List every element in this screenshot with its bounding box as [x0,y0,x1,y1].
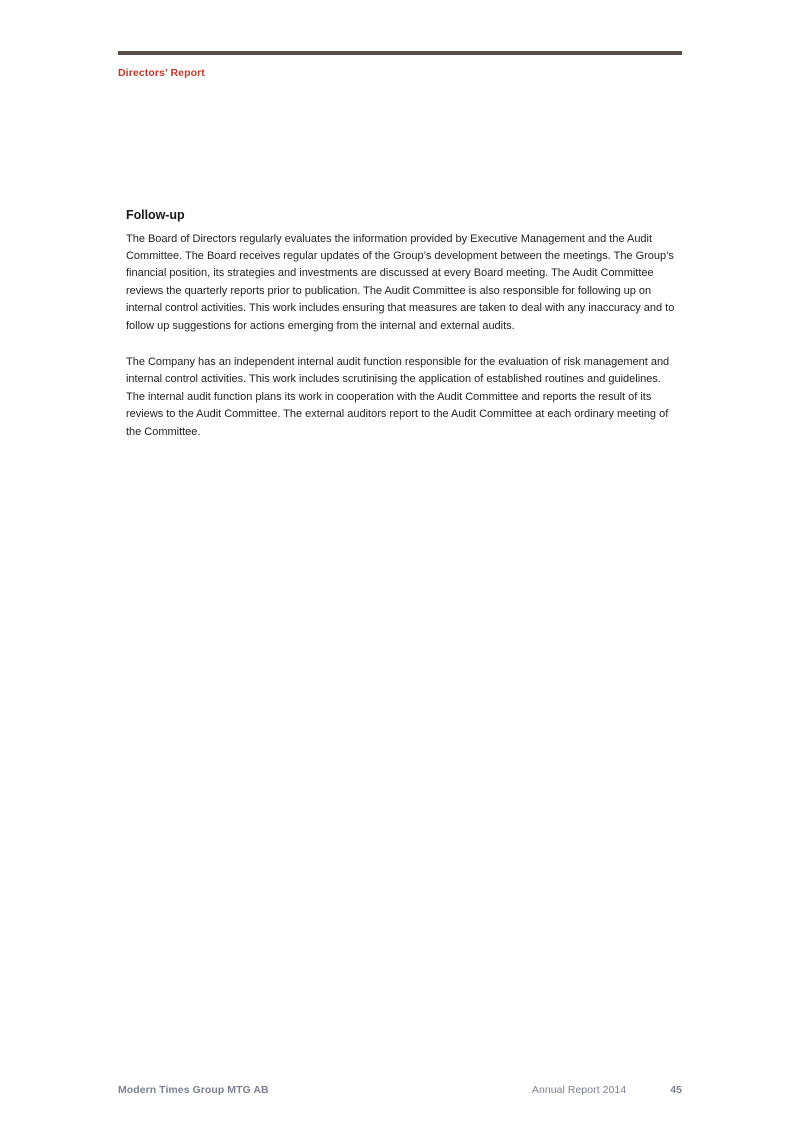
page-title: Follow-up [126,208,185,222]
page-header [118,51,682,80]
body-paragraph: The Board of Directors regularly evaluates the information provided by Executive Management and the Audit Committee. The Board receives regular updates of the Group’s development between the meetings. The Group’s financial position, its strategies and investments are discussed at every Board meeting. The Audit Committee reviews the quarterly reports prior to publication. The Audit Committee is also responsible for following up on internal control activities. This work includes ensuring that measures are taken to deal with any inaccuracy and to follow up suggestions for actions emerging from the internal and external audits. [126,232,675,332]
page-footer [118,1084,682,1096]
footer-page-number: 45 [670,1084,682,1096]
footer-meta [532,1084,682,1096]
footer-report-title: Annual Report 2014 [531,1084,627,1096]
section-breadcrumb-label: Directors’ Report [118,67,205,79]
footer-company-name: Modern Times Group MTG AB [118,1084,269,1096]
header-rule-divider [118,51,682,55]
body-paragraph: The Company has an independent internal audit function responsible for the evaluation of risk management and internal control activities. This work includes scrutinising the application of established routines and guidelines. The internal audit function plans its work in cooperation with the Audit Committee and reports the result of its reviews to the Audit Committee. The external auditors report to the Audit Committee at each ordinary meeting of the Committee. [126,356,670,438]
page-content [126,208,677,441]
